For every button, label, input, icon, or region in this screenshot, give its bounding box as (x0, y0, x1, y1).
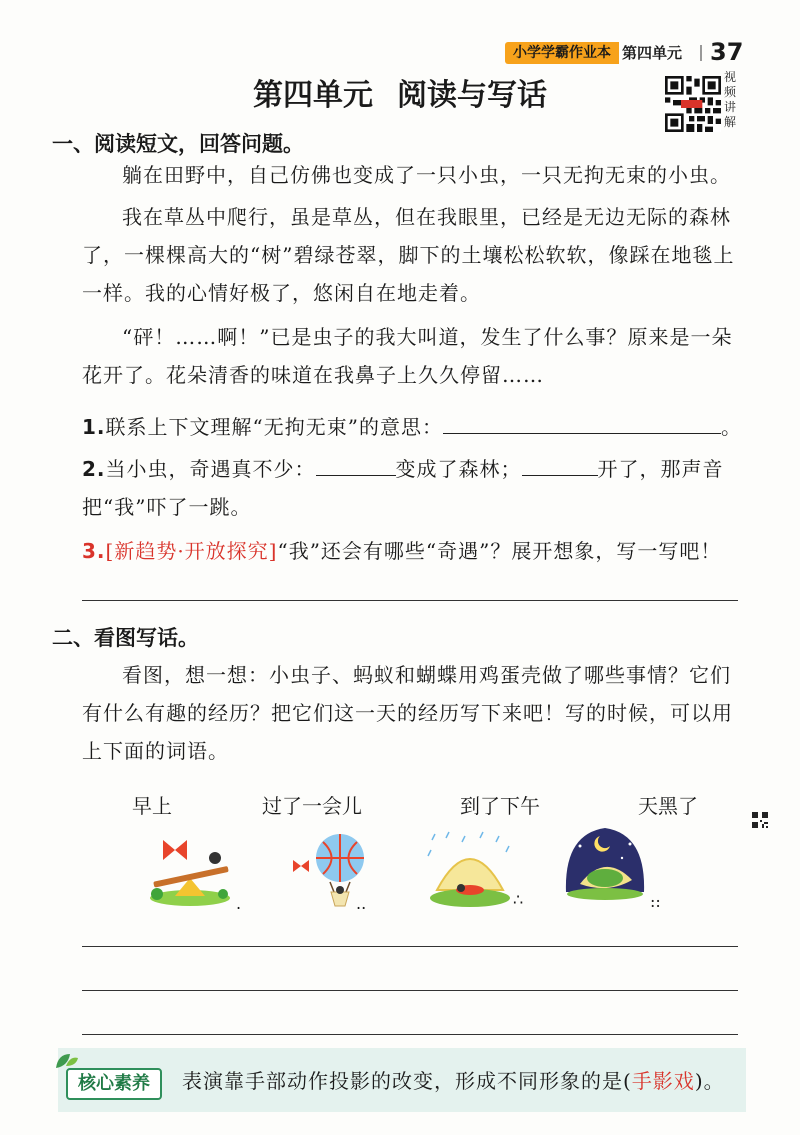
question-2-text-c: 开了，那声音 (597, 457, 724, 481)
question-3-tag: [新趋势·开放探究] (105, 539, 278, 563)
title-topic: 阅读与写话 (397, 78, 547, 113)
sentence-dot-1: . (236, 894, 242, 913)
video-explain-label: 视频讲解 (724, 70, 737, 129)
rain-shelter-picture (425, 830, 515, 910)
question-2-blank-1[interactable] (316, 451, 396, 476)
question-2-blank-2[interactable] (522, 451, 598, 476)
header-divider (700, 45, 702, 61)
night-picture (560, 822, 650, 902)
question-1-number: 1. (82, 415, 106, 439)
book-badge: 小学学霸作业本 (505, 42, 619, 64)
page-number: 37 (710, 38, 744, 66)
writing-line-2[interactable] (82, 990, 738, 991)
header-unit: 第四单元 (622, 44, 683, 62)
question-1-text: 联系上下文理解“无拘无束”的意思： (105, 415, 443, 439)
question-1-answer-blank[interactable] (443, 409, 721, 434)
title-unit: 第四单元 (253, 78, 373, 113)
sentence-dots-2: .. (356, 894, 367, 913)
core-literacy-badge: 核心素养 (66, 1068, 162, 1100)
question-2 (82, 450, 742, 526)
question-1-end: 。 (720, 415, 742, 439)
footer-answer: 手影戏 (631, 1069, 695, 1093)
passage-paragraph-1: 躺在田野中，自己仿佛也变成了一只小虫，一只无拘无束的小虫。 (122, 163, 731, 187)
caption-afternoon: 到了下午 (460, 794, 540, 818)
question-2-number: 2. (82, 457, 106, 481)
writing-line-3[interactable] (82, 1034, 738, 1035)
footer-text-after: )。 (694, 1069, 725, 1093)
question-1 (82, 408, 742, 446)
question-3 (82, 532, 742, 570)
core-literacy-text (182, 1066, 725, 1096)
question-3-text: “我”还会有哪些“奇遇”？展开想象，写一写吧！ (277, 539, 722, 563)
caption-after-a-while: 过了一会儿 (262, 794, 362, 818)
section1-heading: 一、阅读短文，回答问题。 (52, 132, 304, 156)
passage-paragraph-2: 我在草丛中爬行，虽是草丛，但在我眼里，已经是无边无际的森林了，一棵棵高大的“树”碧绿苍翠，脚下的土壤松松软软，像踩在地毯上一样。我的心情好极了，悠闲自在地走着。 (82, 205, 735, 305)
sentence-dots-4: :: (650, 892, 661, 911)
question-2-text-b: 变成了森林； (395, 457, 522, 481)
question-2-text-a: 当小虫，奇遇真不少： (105, 457, 316, 481)
writing-line-1[interactable] (82, 946, 738, 947)
small-qr-icon[interactable] (752, 812, 768, 828)
section2-heading: 二、看图写话。 (52, 626, 199, 650)
sentence-dots-3: ∴ (513, 890, 524, 909)
seesaw-picture (145, 830, 235, 910)
caption-morning: 早上 (132, 794, 172, 818)
question-3-answer-line[interactable] (82, 600, 738, 601)
caption-night: 天黑了 (638, 794, 698, 818)
question-2-text-d: 把“我”吓了一跳。 (82, 495, 252, 519)
passage-paragraph-3: “砰！……啊！”已是虫子的我大叫道，发生了什么事？原来是一朵花开了。花朵清香的味道在我鼻子上久久停留…… (82, 325, 733, 387)
question-3-number: 3. (82, 539, 106, 563)
footer-text-before: 表演靠手部动作投影的改变，形成不同形象的是( (182, 1069, 632, 1093)
qr-code-icon[interactable] (665, 76, 721, 132)
section2-instructions: 看图，想一想：小虫子、蚂蚁和蝴蝶用鸡蛋壳做了哪些事情？它们有什么有趣的经历？把它们这一天的经历写下来吧！写的时候，可以用上下面的词语。 (82, 663, 733, 763)
